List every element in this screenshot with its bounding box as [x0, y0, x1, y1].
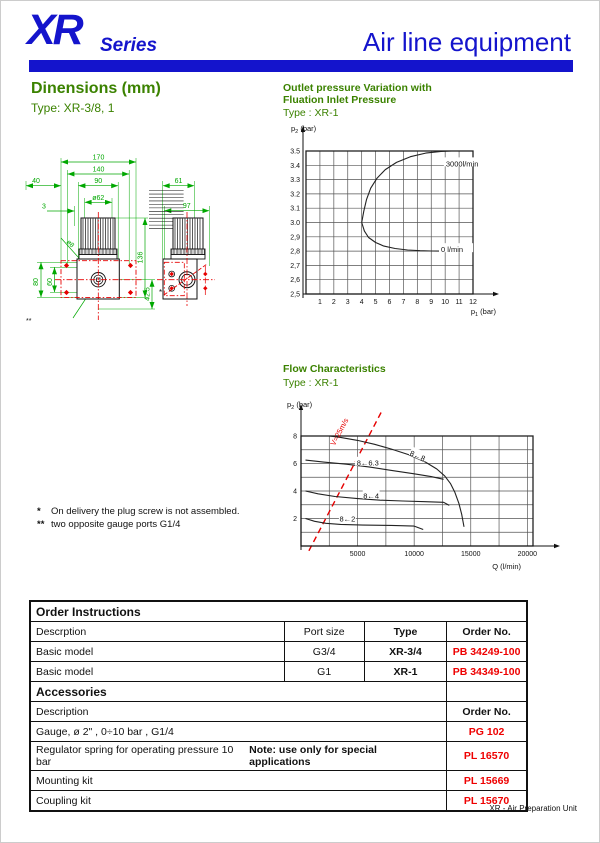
col-acc-order-no: Order No.: [447, 702, 527, 722]
special-applications-note: Note: use only for special applications: [249, 744, 377, 768]
col-order-no: Order No.: [447, 622, 527, 642]
series-3000l/min: [362, 151, 452, 223]
plug-screw-asterisk: *: [159, 288, 163, 297]
dimensions-type-label: Type: XR-3/8, 1: [31, 101, 115, 115]
series-label-8←8: [408, 447, 428, 464]
x-tick-label: 11: [455, 299, 463, 306]
dim-80: 80: [33, 278, 40, 286]
order-number: PL 15669: [447, 771, 527, 791]
outlet-pressure-chart: [283, 117, 518, 329]
dim-40: 40: [32, 178, 40, 186]
curve-label: 8←4: [363, 491, 380, 501]
x-tick-label: 12: [469, 299, 477, 306]
y-tick-label: 6: [293, 461, 297, 468]
series-label-3000l/min: [444, 157, 487, 168]
series-V=25m/s: [309, 412, 382, 551]
x-tick-label: 8: [415, 299, 420, 306]
y-tick-label: 2,9: [290, 234, 300, 242]
col-acc-description: Description: [30, 702, 447, 722]
x-axis-label: $p_1$ (bar): [470, 307, 496, 318]
dim-60: 60: [47, 278, 54, 286]
curve-label: 0 l/min: [440, 245, 464, 255]
table-row: Mounting kit PL 15669: [30, 771, 527, 791]
series-label-8←2: [339, 513, 356, 524]
y-tick-label: 3.4: [290, 162, 300, 170]
x-axis-label: Q (l/min): [492, 562, 521, 571]
dim-42-5: 42.5: [144, 287, 152, 301]
chart2-type-label: Type : XR-1: [283, 377, 339, 389]
table-row: Coupling kit PL 15670: [30, 791, 527, 812]
table-section-header: [30, 682, 527, 702]
x-tick-label: 15000: [461, 551, 481, 558]
page-title: Air line equipment: [362, 27, 571, 57]
series-label-0 l/min: [439, 243, 473, 254]
x-axis-arrow: [493, 292, 499, 296]
table-header-row: [30, 702, 527, 722]
col-type: Type: [364, 622, 446, 642]
footnote-2: ** two opposite gauge ports G1/4: [37, 519, 181, 530]
y-tick-label: 2,7: [290, 262, 300, 270]
x-tick-label: 9: [429, 299, 434, 306]
x-axis-arrow: [554, 544, 560, 548]
curve-label: 8←6.3: [356, 458, 379, 468]
dim-62: ø62: [92, 194, 105, 202]
y-tick-label: 4: [293, 488, 297, 496]
header-divider-bar: [29, 60, 573, 72]
table-header-row: [30, 622, 527, 642]
y-tick-label: 3.5: [290, 148, 300, 156]
y-tick-label: 2: [293, 516, 297, 523]
table-section-header: [30, 601, 527, 622]
order-number: PL 15670: [447, 791, 527, 812]
x-tick-label: 7: [401, 299, 406, 306]
y-axis-label: $p_2$ (bar): [291, 124, 317, 135]
table-row: Basic model G3/4 XR-3/4 PB 34249-100: [30, 642, 527, 662]
footnotes: [37, 505, 240, 531]
table-row: Gauge, ø 2" , 0÷10 bar , G1/4 PG 102: [30, 722, 527, 742]
x-tick-label: 10: [441, 299, 450, 306]
accessories-title: Accessories: [30, 682, 447, 702]
dimension-drawing: [21, 134, 236, 339]
y-tick-label: 2,5: [290, 291, 300, 299]
series-label-8←6.3: [355, 457, 381, 468]
xr-logo: XR: [27, 6, 81, 54]
y-tick-label: 2,6: [290, 277, 300, 285]
x-tick-label: 20000: [517, 551, 538, 558]
col-description: Descrption: [30, 622, 284, 642]
series-label-V=25m/s: [329, 416, 351, 447]
y-tick-label: 2,8: [290, 248, 300, 256]
flow-characteristics-chart: [281, 391, 600, 591]
gauge-port-asterisks: **: [26, 318, 32, 325]
order-number: PG 102: [447, 722, 527, 742]
dim-61: 61: [174, 178, 183, 186]
x-tick-label: 4: [359, 299, 364, 306]
table-row: Regulator spring for operating pressure 10 bar Note: use only for special applications PL 16570: [30, 742, 527, 771]
order-number: PB 34349-100: [447, 662, 527, 682]
footnote-1: * On delivery the plug screw is not assembled.: [37, 506, 240, 517]
dim-97: 97: [182, 203, 191, 211]
dimensions-heading: Dinensions (mm): [31, 80, 161, 97]
y-tick-label: 3.0: [290, 220, 300, 227]
xr-logo-series: Series: [100, 35, 158, 56]
y-tick-label: 8: [293, 433, 297, 441]
series-label-8←4: [363, 490, 380, 501]
dim-140: 140: [92, 166, 105, 174]
x-tick-label: 10000: [404, 551, 424, 558]
chart1-title: Outlet pressure Variation with Fluation Inlet Pressure: [283, 82, 432, 106]
x-tick-label: 5: [373, 299, 378, 306]
dim-8: ø8: [64, 238, 76, 250]
col-port-size: Port size: [284, 622, 364, 642]
dim-3: 3: [42, 203, 46, 211]
chart1-type-label: Type : XR-1: [283, 107, 339, 119]
x-tick-label: 6: [387, 299, 392, 306]
y-tick-label: 3.2: [290, 191, 300, 199]
curve-label: V=25m/s: [328, 416, 351, 448]
order-table: [29, 600, 528, 812]
y-tick-label: 3.3: [290, 177, 300, 185]
curve-label: 3000l/min: [445, 159, 479, 169]
table-row: Basic model G1 XR-1 PB 34349-100: [30, 662, 527, 682]
chart2-title: Flow Characteristics: [283, 363, 386, 375]
dim-136: 136: [137, 251, 145, 264]
footer-note: XR - Air Preparation Unit: [489, 804, 577, 813]
x-tick-label: 5000: [349, 551, 366, 558]
x-tick-label: 2: [331, 299, 336, 306]
order-instructions-title: Order Instructions: [30, 601, 527, 622]
dim-90: 90: [94, 178, 103, 186]
curve-label: 8←2: [339, 514, 356, 524]
dim-170: 170: [92, 154, 105, 162]
x-tick-label: 3: [345, 299, 350, 306]
order-number: PB 34249-100: [447, 642, 527, 662]
curve-label: 8←8: [408, 448, 427, 464]
y-tick-label: 3.1: [290, 205, 300, 213]
x-tick-label: 1: [317, 299, 322, 306]
order-number: PL 16570: [447, 742, 527, 771]
y-axis-label: $p_2$ (bar): [287, 400, 313, 411]
